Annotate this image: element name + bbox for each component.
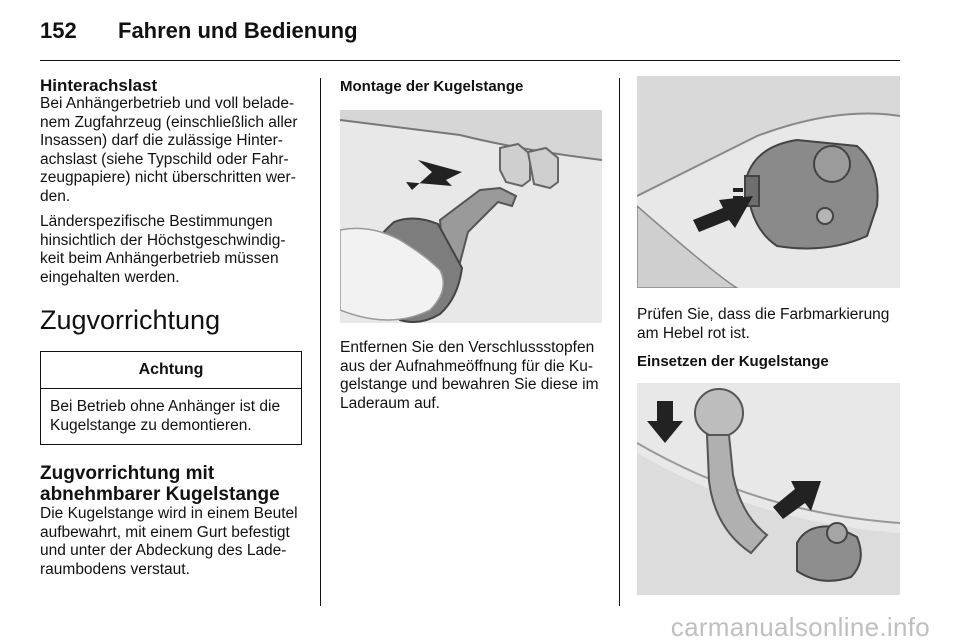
heading-removable-towbar — [40, 463, 302, 505]
illustration-insert-towbar — [637, 383, 900, 595]
paragraph-check-marking: Prüfen Sie, dass die Farbmarkierung am Hebel rot ist. — [637, 306, 890, 342]
section-title: Zugvorrichtung — [40, 305, 221, 335]
paragraph-removable-towbar: Die Kugelstange wird in einem Beutel aufbewahrt, mit einem Gurt befestigt und unter der Abdeckung des Lade-raumbodens verstaut. — [40, 505, 298, 578]
column-left — [40, 76, 302, 579]
heading-mounting: Montage der Kugelstange — [340, 78, 524, 95]
heading-removable-line2: abnehmbarer Kugelstange — [40, 484, 280, 505]
column-divider-2 — [619, 78, 620, 606]
paragraph-remove-plug: Entfernen Sie den Verschlussstopfen aus der Aufnahmeöffnung für die Ku-gelstange und bewahren Sie diese im Laderaum auf. — [340, 339, 599, 412]
column-right — [637, 76, 900, 595]
warning-text: Bei Betrieb ohne Anhänger ist die Kugelstange zu demontieren. — [50, 398, 281, 434]
heading-removable-line1: Zugvorrichtung mit — [40, 463, 215, 484]
color-marking-drawing — [637, 76, 900, 288]
insert-towbar-drawing — [637, 383, 900, 595]
illustration-remove-plug — [340, 110, 602, 323]
page-number: 152 — [40, 18, 77, 43]
header-rule — [40, 60, 900, 61]
warning-title: Achtung — [41, 352, 301, 389]
heading-axle-load: Hinterachslast — [40, 76, 158, 95]
watermark: carmanualsonline.info — [670, 612, 930, 642]
column-middle — [340, 76, 602, 413]
paragraph-speed-rules: Länderspezifische Bestimmungen hinsichtlich der Höchstgeschwindig-keit beim Anhängerbetrieb müssen eingehalten werden. — [40, 213, 286, 286]
warning-box — [40, 351, 302, 445]
paragraph-axle-load: Bei Anhängerbetrieb und voll belade-nem Zugfahrzeug (einschließlich aller Insassen) darf die zulässige Hinter-achslast (siehe Typschild oder Fahr-zeugpapiere) nicht überschritten wer-den. — [40, 95, 298, 205]
column-divider-1 — [320, 78, 321, 606]
heading-insert-towbar: Einsetzen der Kugelstange — [637, 353, 829, 370]
remove-plug-drawing — [340, 110, 602, 323]
page-title: Fahren und Bedienung — [118, 18, 358, 43]
illustration-color-marking — [637, 76, 900, 288]
